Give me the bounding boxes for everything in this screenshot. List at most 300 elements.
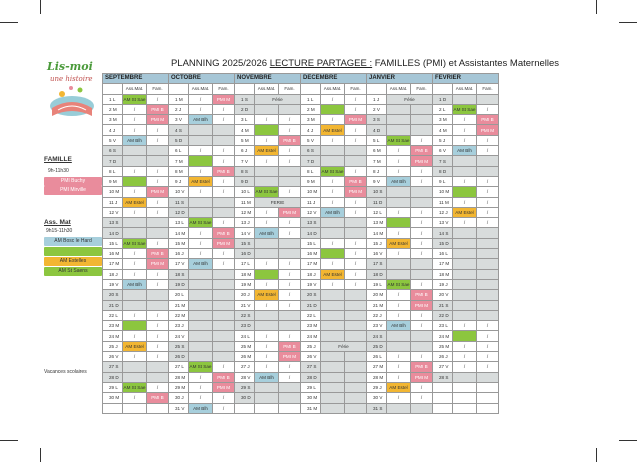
table-row — [103, 321, 499, 331]
famille-cell: / — [147, 352, 169, 362]
legend-am-estoutes: AM Estelles — [44, 257, 102, 266]
famille-cell — [279, 104, 301, 114]
table-row — [103, 300, 499, 310]
famille-cell: / — [147, 341, 169, 351]
famille-cell — [345, 403, 367, 413]
famille-cell: PMI B — [279, 341, 301, 351]
ass-mat-cell: / — [387, 228, 411, 238]
legend-famille-hours: 9h-11h30 — [48, 168, 69, 174]
day-cell: 26 V — [103, 352, 123, 362]
month-header: FEVRIER — [433, 74, 499, 84]
famille-cell: / — [477, 146, 499, 156]
ass-mat-cell: / — [387, 352, 411, 362]
day-cell — [433, 382, 453, 392]
famille-cell — [213, 125, 235, 135]
table-row — [103, 197, 499, 207]
table-row — [103, 352, 499, 362]
famille-cell: PMI M — [411, 156, 433, 166]
day-cell: 4 J — [103, 125, 123, 135]
famille-cell: / — [411, 166, 433, 176]
ass-mat-cell — [321, 403, 345, 413]
famille-cell: PMI B — [279, 135, 301, 145]
ass-mat-cell — [123, 372, 147, 382]
day-cell: 21 D — [103, 300, 123, 310]
day-cell: 10 M — [103, 187, 123, 197]
famille-cell — [279, 166, 301, 176]
famille-cell: / — [147, 279, 169, 289]
crop-mark — [40, 448, 41, 462]
famille-cell — [147, 403, 169, 413]
holiday-cell: Férie — [255, 94, 301, 104]
ass-mat-cell: / — [255, 352, 279, 362]
ass-mat-cell: / — [123, 310, 147, 320]
day-cell: 26 V — [301, 352, 321, 362]
ass-mat-cell: AM St Sae — [123, 382, 147, 392]
ass-mat-col-header: Ass.Mat. — [255, 84, 279, 94]
table-row — [103, 393, 499, 403]
day-cell: 27 J — [235, 362, 255, 372]
table-row — [103, 249, 499, 259]
day-cell: 7 M — [367, 156, 387, 166]
crop-mark — [0, 440, 18, 441]
famille-cell: / — [345, 249, 367, 259]
ass-mat-cell — [123, 362, 147, 372]
table-row — [103, 104, 499, 114]
ass-mat-cell — [123, 228, 147, 238]
ass-mat-cell — [123, 403, 147, 413]
ass-mat-cell — [453, 166, 477, 176]
famille-cell: / — [477, 176, 499, 186]
ass-mat-cell — [255, 393, 279, 403]
ass-mat-cell: / — [123, 104, 147, 114]
famille-cell: PMI M — [411, 300, 433, 310]
ass-mat-cell: / — [453, 218, 477, 228]
famille-cell: PMI B — [411, 290, 433, 300]
table-row — [103, 207, 499, 217]
day-cell: 13 S — [301, 218, 321, 228]
day-cell: 12 V — [301, 207, 321, 217]
legend-am-bosc: AM Bosc le Hard — [44, 237, 102, 246]
ass-mat-cell — [189, 125, 213, 135]
day-cell: 10 S — [367, 187, 387, 197]
day-cell: 4 S — [169, 125, 189, 135]
ass-mat-cell: AM Buchy — [255, 269, 279, 279]
ass-mat-cell — [255, 166, 279, 176]
day-cell: 28 D — [103, 372, 123, 382]
day-cell: 3 M — [103, 115, 123, 125]
day-cell: 14 M — [169, 228, 189, 238]
famille-col-header: Fam. — [477, 84, 499, 94]
table-row — [103, 166, 499, 176]
ass-mat-cell — [321, 218, 345, 228]
day-cell: 8 M — [169, 166, 189, 176]
ass-mat-cell: / — [387, 156, 411, 166]
day-cell: 20 V — [433, 290, 453, 300]
ass-mat-cell — [189, 310, 213, 320]
famille-cell: / — [147, 321, 169, 331]
famille-cell — [279, 249, 301, 259]
table-row — [103, 269, 499, 279]
day-cell: 16 D — [235, 249, 255, 259]
famille-cell — [213, 197, 235, 207]
day-cell: 16 V — [367, 249, 387, 259]
famille-cell: / — [411, 135, 433, 145]
famille-cell: / — [477, 362, 499, 372]
day-cell: 12 V — [103, 207, 123, 217]
day-cell: 13 J — [235, 218, 255, 228]
famille-cell — [213, 300, 235, 310]
ass-mat-cell: / — [255, 259, 279, 269]
famille-cell — [477, 300, 499, 310]
day-cell: 17 M — [301, 259, 321, 269]
ass-mat-cell — [321, 362, 345, 372]
day-cell: 12 D — [169, 207, 189, 217]
ass-mat-cell: / — [189, 228, 213, 238]
day-cell: 17 S — [367, 259, 387, 269]
day-cell: 7 S — [433, 156, 453, 166]
day-cell: 9 V — [367, 176, 387, 186]
ass-mat-cell: / — [123, 393, 147, 403]
famille-cell — [213, 207, 235, 217]
day-cell: 7 D — [103, 156, 123, 166]
ass-mat-cell: / — [255, 115, 279, 125]
month-header: NOVEMBRE — [235, 74, 301, 84]
legend-pmi-buchy: PMI Buchy — [44, 177, 102, 186]
ass-mat-col-header: Ass.Mat. — [387, 84, 411, 94]
famille-cell: / — [345, 197, 367, 207]
famille-cell — [411, 197, 433, 207]
legend-pmi-mirville: PMI Mirville — [44, 186, 102, 195]
legend-am-buchy: AM Buchy — [44, 247, 102, 256]
day-cell: 12 L — [367, 207, 387, 217]
table-row — [103, 94, 499, 104]
ass-mat-cell: / — [123, 207, 147, 217]
ass-mat-cell — [453, 300, 477, 310]
table-row — [103, 290, 499, 300]
ass-mat-cell — [189, 135, 213, 145]
table-row — [103, 372, 499, 382]
day-cell: 27 S — [301, 362, 321, 372]
famille-cell: / — [279, 156, 301, 166]
day-cell: 9 J — [169, 176, 189, 186]
ass-mat-cell: AM Buchy — [123, 176, 147, 186]
day-cell: 21 S — [433, 300, 453, 310]
famille-cell — [411, 115, 433, 125]
day-cell: 4 J — [301, 125, 321, 135]
famille-cell — [213, 321, 235, 331]
day-cell: 24 S — [367, 331, 387, 341]
day-cell: 21 V — [235, 300, 255, 310]
famille-cell — [477, 290, 499, 300]
famille-cell: / — [411, 321, 433, 331]
day-cell: 6 M — [367, 146, 387, 156]
table-row — [103, 187, 499, 197]
ass-mat-cell — [123, 146, 147, 156]
famille-cell: PMI M — [411, 372, 433, 382]
famille-cell — [477, 249, 499, 259]
day-cell: 10 V — [169, 187, 189, 197]
day-cell: 4 D — [367, 125, 387, 135]
day-cell: 26 D — [169, 352, 189, 362]
famille-cell — [477, 94, 499, 104]
ass-mat-cell — [387, 331, 411, 341]
famille-col-header: Fam. — [147, 84, 169, 94]
ass-mat-cell: / — [123, 352, 147, 362]
day-cell: 2 M — [301, 104, 321, 114]
famille-cell: / — [213, 218, 235, 228]
table-row — [103, 341, 499, 351]
famille-cell: / — [477, 187, 499, 197]
day-cell: 15 J — [367, 238, 387, 248]
day-cell: 23 D — [235, 321, 255, 331]
day-cell: 25 M — [433, 341, 453, 351]
famille-cell: / — [279, 331, 301, 341]
day-cell: 29 J — [367, 382, 387, 392]
famille-cell — [477, 279, 499, 289]
ass-mat-cell: AM Buchy — [453, 187, 477, 197]
famille-cell — [345, 352, 367, 362]
famille-cell: / — [411, 279, 433, 289]
ass-mat-cell: AM St Sae — [255, 187, 279, 197]
ass-mat-cell — [387, 187, 411, 197]
famille-cell — [477, 403, 499, 413]
famille-cell — [147, 372, 169, 382]
famille-cell: / — [147, 125, 169, 135]
day-cell: 30 V — [367, 393, 387, 403]
day-cell: 7 D — [301, 156, 321, 166]
day-cell: 4 M — [433, 125, 453, 135]
famille-cell — [345, 300, 367, 310]
famille-cell — [213, 352, 235, 362]
ass-mat-cell: / — [453, 135, 477, 145]
famille-cell: PMI M — [147, 259, 169, 269]
day-cell: 13 V — [433, 218, 453, 228]
famille-cell: PMI B — [147, 393, 169, 403]
famille-cell: / — [411, 228, 433, 238]
famille-cell — [477, 382, 499, 392]
ass-mat-cell — [255, 238, 279, 248]
famille-cell — [477, 393, 499, 403]
ass-mat-cell: AM Blh — [189, 403, 213, 413]
ass-mat-cell — [387, 125, 411, 135]
famille-cell: PMI B — [411, 146, 433, 156]
day-cell: 1 L — [301, 94, 321, 104]
ass-mat-cell: AM Buchy — [321, 104, 345, 114]
famille-cell — [477, 259, 499, 269]
day-cell: 11 J — [301, 197, 321, 207]
ass-mat-cell: / — [123, 166, 147, 176]
famille-cell: / — [279, 279, 301, 289]
famille-cell: / — [477, 197, 499, 207]
ass-mat-cell: / — [387, 207, 411, 217]
famille-cell: / — [345, 259, 367, 269]
famille-cell: / — [213, 393, 235, 403]
crop-mark — [40, 0, 41, 14]
day-cell: 13 S — [103, 218, 123, 228]
ass-mat-cell — [189, 300, 213, 310]
day-cell: 18 M — [433, 269, 453, 279]
ass-mat-cell: / — [387, 393, 411, 403]
famille-cell — [477, 310, 499, 320]
table-row — [103, 135, 499, 145]
day-cell: 8 D — [433, 166, 453, 176]
famille-cell: / — [411, 310, 433, 320]
table-row — [103, 310, 499, 320]
ass-mat-cell: / — [453, 125, 477, 135]
day-cell: 15 S — [235, 238, 255, 248]
ass-mat-cell — [321, 156, 345, 166]
ass-mat-cell: AM St Sae — [387, 135, 411, 145]
ass-mat-cell: / — [453, 362, 477, 372]
ass-mat-cell: / — [255, 341, 279, 351]
ass-mat-cell: AM Estel — [387, 382, 411, 392]
day-cell: 22 S — [235, 310, 255, 320]
ass-mat-cell: AM Blh — [123, 279, 147, 289]
ass-mat-cell — [123, 300, 147, 310]
day-cell: 22 M — [169, 310, 189, 320]
famille-cell: / — [213, 146, 235, 156]
ass-mat-cell: / — [387, 290, 411, 300]
famille-cell: PMI M — [213, 238, 235, 248]
famille-cell — [213, 269, 235, 279]
ass-mat-cell — [453, 228, 477, 238]
day-cell: 13 L — [169, 218, 189, 228]
famille-cell: / — [147, 135, 169, 145]
day-cell: 8 L — [301, 166, 321, 176]
famille-cell: / — [345, 166, 367, 176]
famille-cell: / — [345, 207, 367, 217]
ass-mat-cell — [453, 156, 477, 166]
day-cell: 17 V — [169, 259, 189, 269]
day-cell: 16 M — [301, 249, 321, 259]
day-cell: 8 S — [235, 166, 255, 176]
ass-mat-cell: / — [123, 259, 147, 269]
famille-cell: / — [213, 104, 235, 114]
day-cell: 28 V — [235, 372, 255, 382]
famille-cell: PMI B — [147, 104, 169, 114]
day-cell: 19 V — [301, 279, 321, 289]
day-col-header — [235, 84, 255, 94]
ass-mat-cell: AM Blh — [255, 228, 279, 238]
famille-cell: / — [279, 218, 301, 228]
day-cell: 18 S — [169, 269, 189, 279]
day-cell: 28 M — [169, 372, 189, 382]
famille-cell: / — [345, 125, 367, 135]
month-header: SEPTEMBRE — [103, 74, 169, 84]
famille-cell — [213, 310, 235, 320]
famille-cell: / — [147, 310, 169, 320]
famille-cell — [213, 135, 235, 145]
day-cell: 23 L — [433, 321, 453, 331]
famille-cell — [477, 372, 499, 382]
famille-cell: / — [279, 300, 301, 310]
day-col-header — [169, 84, 189, 94]
page-title: PLANNING 2025/2026 LECTURE PARTAGEE : FAMILLES (PMI) et Assistantes Maternelles — [170, 58, 560, 69]
legend-ass-mat-heading: Ass. Mat — [44, 219, 71, 226]
ass-mat-cell: AM St Sae — [321, 166, 345, 176]
ass-mat-cell: / — [321, 94, 345, 104]
crop-mark — [619, 440, 637, 441]
ass-mat-cell: / — [255, 300, 279, 310]
day-cell: 5 V — [103, 135, 123, 145]
ass-mat-cell — [387, 259, 411, 269]
famille-cell — [477, 269, 499, 279]
day-cell: 4 M — [235, 125, 255, 135]
ass-mat-cell: / — [453, 115, 477, 125]
famille-cell: PMI M — [279, 352, 301, 362]
ass-mat-cell: AM Estel — [387, 238, 411, 248]
ass-mat-cell — [453, 269, 477, 279]
ass-mat-cell — [453, 94, 477, 104]
ass-mat-cell — [387, 104, 411, 114]
day-cell: 10 M — [301, 187, 321, 197]
ass-mat-cell: / — [189, 372, 213, 382]
day-cell: 3 M — [433, 115, 453, 125]
day-cell: 17 M — [103, 259, 123, 269]
famille-cell: / — [213, 176, 235, 186]
famille-cell — [345, 382, 367, 392]
famille-cell — [147, 146, 169, 156]
day-cell: 20 S — [301, 290, 321, 300]
ass-mat-cell: AM Blh — [321, 207, 345, 217]
day-cell: 30 M — [103, 393, 123, 403]
day-cell: 2 D — [235, 104, 255, 114]
ass-mat-cell: AM Estel — [123, 197, 147, 207]
table-row — [103, 403, 499, 413]
day-cell: 2 L — [433, 104, 453, 114]
table-row — [103, 115, 499, 125]
day-cell: 25 D — [367, 341, 387, 351]
famille-cell — [345, 321, 367, 331]
day-cell: 19 M — [235, 279, 255, 289]
ass-mat-cell — [123, 290, 147, 300]
day-cell: 21 D — [301, 300, 321, 310]
famille-cell: / — [147, 176, 169, 186]
day-cell: 6 V — [433, 146, 453, 156]
ass-mat-cell — [453, 279, 477, 289]
famille-cell: / — [345, 269, 367, 279]
famille-cell — [279, 321, 301, 331]
ass-mat-cell: AM St Sae — [387, 279, 411, 289]
day-cell: 28 M — [367, 372, 387, 382]
famille-cell: / — [411, 238, 433, 248]
day-cell: 5 J — [433, 135, 453, 145]
famille-cell: / — [411, 207, 433, 217]
day-col-header — [103, 84, 123, 94]
day-cell: 15 D — [433, 238, 453, 248]
famille-cell: / — [411, 176, 433, 186]
ass-mat-cell — [321, 321, 345, 331]
table-row — [103, 238, 499, 248]
ass-mat-col-header: Ass.Mat. — [189, 84, 213, 94]
famille-col-header: Fam. — [345, 84, 367, 94]
famille-cell: / — [147, 166, 169, 176]
famille-col-header: Fam. — [279, 84, 301, 94]
famille-cell: / — [411, 382, 433, 392]
ass-mat-cell — [453, 310, 477, 320]
day-cell: 20 L — [169, 290, 189, 300]
famille-cell: / — [477, 104, 499, 114]
ass-mat-cell — [321, 352, 345, 362]
day-cell: 24 M — [433, 331, 453, 341]
ass-mat-cell — [255, 310, 279, 320]
holiday-cell: FERIE — [255, 197, 301, 207]
day-cell: 5 V — [301, 135, 321, 145]
famille-cell — [477, 238, 499, 248]
table-row — [103, 331, 499, 341]
famille-cell — [411, 104, 433, 114]
day-cell: 23 J — [169, 321, 189, 331]
